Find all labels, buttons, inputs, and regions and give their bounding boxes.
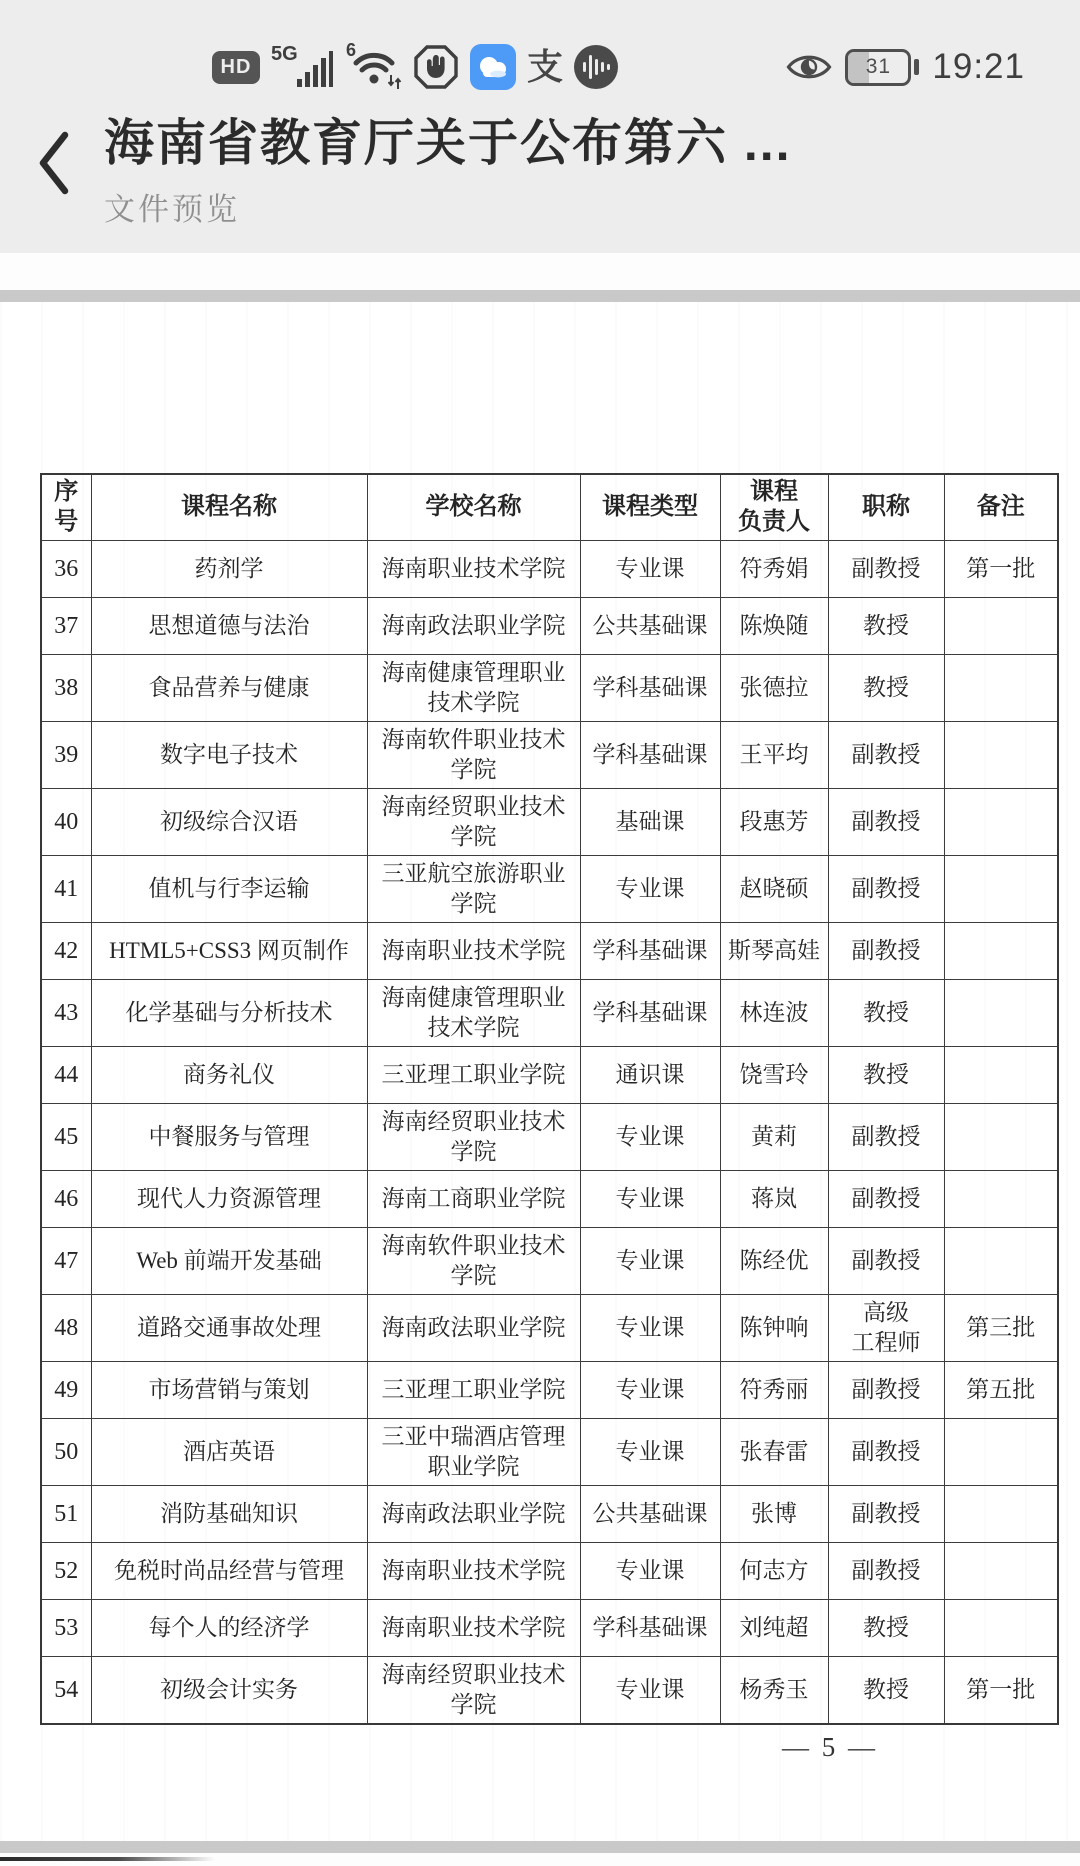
table-row: [41, 1103, 1058, 1170]
cell-course: 道路交通事故处理: [91, 1294, 367, 1361]
clock: 19:21: [932, 47, 1025, 86]
course-table-body: [41, 540, 1058, 1724]
cell-type: 学科基础课: [580, 1599, 720, 1656]
cell-school: 三亚理工职业学院: [367, 1046, 580, 1103]
cell-type: 基础课: [580, 788, 720, 855]
cell-title: 副教授: [828, 1227, 944, 1294]
back-button[interactable]: [32, 127, 76, 199]
cell-course: 值机与行李运输: [91, 855, 367, 922]
cell-school: 海南政法职业学院: [367, 1485, 580, 1542]
cell-course: Web 前端开发基础: [91, 1227, 367, 1294]
cell-leader: 陈钟响: [720, 1294, 828, 1361]
cell-note: [944, 979, 1058, 1046]
cell-no: 53: [41, 1599, 91, 1656]
course-table: [40, 473, 1059, 1725]
table-row: [41, 1656, 1058, 1724]
cell-leader: 王平均: [720, 721, 828, 788]
header-row: [41, 474, 1058, 540]
cell-title: 副教授: [828, 1542, 944, 1599]
cell-school: 海南经贸职业技术 学院: [367, 1656, 580, 1724]
cell-no: 51: [41, 1485, 91, 1542]
cell-title: 副教授: [828, 1170, 944, 1227]
voice-wave-icon: [574, 45, 618, 89]
col-header-school: 学校名称: [367, 474, 580, 540]
cell-school: 海南职业技术学院: [367, 1599, 580, 1656]
cell-course: 初级综合汉语: [91, 788, 367, 855]
wifi-6-icon: 6: [346, 44, 402, 90]
cell-note: [944, 597, 1058, 654]
cell-title: 教授: [828, 597, 944, 654]
cell-no: 42: [41, 922, 91, 979]
cell-leader: 斯琴高娃: [720, 922, 828, 979]
cell-title: 副教授: [828, 788, 944, 855]
table-row: [41, 979, 1058, 1046]
table-row: [41, 922, 1058, 979]
cell-note: [944, 1418, 1058, 1485]
cell-no: 50: [41, 1418, 91, 1485]
battery-icon: [845, 49, 919, 86]
cell-no: 48: [41, 1294, 91, 1361]
table-row: [41, 1418, 1058, 1485]
cell-note: 第五批: [944, 1361, 1058, 1418]
cell-type: 学科基础课: [580, 922, 720, 979]
cell-leader: 蒋岚: [720, 1170, 828, 1227]
cell-school: 三亚航空旅游职业 学院: [367, 855, 580, 922]
cell-course: 商务礼仪: [91, 1046, 367, 1103]
col-header-note: 备注: [944, 474, 1058, 540]
cell-title: 教授: [828, 979, 944, 1046]
cell-leader: 段惠芳: [720, 788, 828, 855]
cell-course: HTML5+CSS3 网页制作: [91, 922, 367, 979]
cell-leader: 刘纯超: [720, 1599, 828, 1656]
cell-no: 52: [41, 1542, 91, 1599]
cell-no: 46: [41, 1170, 91, 1227]
table-row: [41, 1046, 1058, 1103]
cell-note: 第一批: [944, 1656, 1058, 1724]
cell-no: 39: [41, 721, 91, 788]
battery-cap: [914, 59, 919, 75]
table-row: [41, 654, 1058, 721]
cell-type: 公共基础课: [580, 1485, 720, 1542]
cell-leader: 何志方: [720, 1542, 828, 1599]
cell-title: 副教授: [828, 1485, 944, 1542]
cell-school: 海南健康管理职业 技术学院: [367, 979, 580, 1046]
cell-title: 副教授: [828, 540, 944, 597]
cell-title: 副教授: [828, 721, 944, 788]
col-header-no: 序 号: [41, 474, 91, 540]
cell-course: 免税时尚品经营与管理: [91, 1542, 367, 1599]
cell-no: 41: [41, 855, 91, 922]
cell-leader: 陈经优: [720, 1227, 828, 1294]
cell-course: 消防基础知识: [91, 1485, 367, 1542]
cloud-app-icon: [470, 44, 516, 90]
cell-course: 化学基础与分析技术: [91, 979, 367, 1046]
col-header-type: 课程类型: [580, 474, 720, 540]
cell-title: 副教授: [828, 855, 944, 922]
cell-no: 38: [41, 654, 91, 721]
cell-type: 公共基础课: [580, 597, 720, 654]
cell-title: 教授: [828, 654, 944, 721]
title-block: [104, 103, 954, 229]
cell-title: 副教授: [828, 1361, 944, 1418]
table-row: [41, 855, 1058, 922]
cell-type: 通识课: [580, 1046, 720, 1103]
cell-note: [944, 1542, 1058, 1599]
cell-title: 副教授: [828, 922, 944, 979]
cell-note: 第一批: [944, 540, 1058, 597]
cell-no: 54: [41, 1656, 91, 1724]
table-row: [41, 1227, 1058, 1294]
cell-course: 药剂学: [91, 540, 367, 597]
cell-type: 专业课: [580, 1227, 720, 1294]
cell-school: 海南政法职业学院: [367, 1294, 580, 1361]
cell-no: 40: [41, 788, 91, 855]
cell-type: 专业课: [580, 1656, 720, 1724]
chevron-left-icon: [35, 130, 73, 196]
page-number: — 5 —: [782, 1732, 878, 1762]
cell-leader: 张德拉: [720, 654, 828, 721]
cell-leader: 张春雷: [720, 1418, 828, 1485]
next-page-table-line: [0, 1857, 215, 1861]
table-row: [41, 1361, 1058, 1418]
cell-type: 专业课: [580, 1542, 720, 1599]
cell-school: 海南职业技术学院: [367, 1542, 580, 1599]
cell-note: 第三批: [944, 1294, 1058, 1361]
table-row: [41, 721, 1058, 788]
file-preview-header: [0, 95, 1080, 253]
table-row: [41, 1294, 1058, 1361]
cell-no: 43: [41, 979, 91, 1046]
table-row: [41, 1599, 1058, 1656]
page-title: 海南省教育厅关于公布第六 ...: [104, 115, 792, 171]
cell-note: [944, 1046, 1058, 1103]
cell-school: 三亚理工职业学院: [367, 1361, 580, 1418]
status-icons-left: [212, 40, 618, 90]
eye-comfort-icon: [786, 51, 832, 83]
cell-note: [944, 1485, 1058, 1542]
cell-note: [944, 1227, 1058, 1294]
cell-type: 专业课: [580, 540, 720, 597]
hand-block-icon: [413, 44, 459, 90]
course-table-head: [41, 474, 1058, 540]
cell-school: 海南政法职业学院: [367, 597, 580, 654]
signal-5g-icon: 5G: [271, 45, 335, 89]
battery-percent: 31: [865, 55, 892, 78]
col-header-course: 课程名称: [91, 474, 367, 540]
status-icons-right: [786, 44, 1025, 90]
cell-course: 每个人的经济学: [91, 1599, 367, 1656]
table-row: [41, 1170, 1058, 1227]
cell-leader: 张博: [720, 1485, 828, 1542]
cell-title: 教授: [828, 1046, 944, 1103]
col-header-title: 职称: [828, 474, 944, 540]
cell-course: 市场营销与策划: [91, 1361, 367, 1418]
cell-no: 49: [41, 1361, 91, 1418]
cell-no: 36: [41, 540, 91, 597]
table-row: [41, 1542, 1058, 1599]
cell-note: [944, 1103, 1058, 1170]
next-page-edge: [0, 1853, 1080, 1866]
document-page[interactable]: [0, 302, 1080, 1841]
table-row: [41, 540, 1058, 597]
cell-school: 海南职业技术学院: [367, 540, 580, 597]
cell-school: 三亚中瑞酒店管理 职业学院: [367, 1418, 580, 1485]
cell-type: 专业课: [580, 1103, 720, 1170]
page-subtitle: 文件预览: [104, 192, 240, 227]
cell-type: 专业课: [580, 1170, 720, 1227]
cell-school: 海南职业技术学院: [367, 922, 580, 979]
cell-leader: 符秀娟: [720, 540, 828, 597]
cell-no: 47: [41, 1227, 91, 1294]
cell-school: 海南经贸职业技术 学院: [367, 1103, 580, 1170]
cell-leader: 杨秀玉: [720, 1656, 828, 1724]
page-separator-top: [0, 290, 1080, 302]
table-row: [41, 788, 1058, 855]
cell-type: 专业课: [580, 855, 720, 922]
page-separator-bottom: [0, 1841, 1080, 1853]
cell-note: [944, 1170, 1058, 1227]
cell-leader: 黄莉: [720, 1103, 828, 1170]
cell-type: 专业课: [580, 1418, 720, 1485]
cell-course: 现代人力资源管理: [91, 1170, 367, 1227]
cell-school: 海南软件职业技术 学院: [367, 721, 580, 788]
cell-note: [944, 855, 1058, 922]
cell-course: 思想道德与法治: [91, 597, 367, 654]
cell-title: 教授: [828, 1599, 944, 1656]
page-gap-top: [0, 253, 1080, 290]
cell-title: 教授: [828, 1656, 944, 1724]
cell-type: 学科基础课: [580, 654, 720, 721]
cell-type: 专业课: [580, 1361, 720, 1418]
table-row: [41, 1485, 1058, 1542]
cell-no: 37: [41, 597, 91, 654]
cell-leader: 林连波: [720, 979, 828, 1046]
cell-no: 44: [41, 1046, 91, 1103]
alipay-icon: 支: [527, 47, 564, 87]
cell-type: 学科基础课: [580, 721, 720, 788]
cell-leader: 陈焕随: [720, 597, 828, 654]
cell-no: 45: [41, 1103, 91, 1170]
cell-course: 食品营养与健康: [91, 654, 367, 721]
cell-leader: 饶雪玲: [720, 1046, 828, 1103]
cell-school: 海南健康管理职业 技术学院: [367, 654, 580, 721]
signal-bars-icon: [297, 51, 333, 87]
cell-note: [944, 721, 1058, 788]
cell-leader: 符秀丽: [720, 1361, 828, 1418]
cell-school: 海南经贸职业技术 学院: [367, 788, 580, 855]
cell-school: 海南软件职业技术 学院: [367, 1227, 580, 1294]
cell-title: 副教授: [828, 1103, 944, 1170]
cell-note: [944, 1599, 1058, 1656]
table-row: [41, 597, 1058, 654]
cell-course: 中餐服务与管理: [91, 1103, 367, 1170]
cell-title: 高级 工程师: [828, 1294, 944, 1361]
cell-note: [944, 654, 1058, 721]
status-bar: [0, 0, 1080, 95]
cell-school: 海南工商职业学院: [367, 1170, 580, 1227]
cell-course: 酒店英语: [91, 1418, 367, 1485]
cell-leader: 赵晓硕: [720, 855, 828, 922]
cell-course: 初级会计实务: [91, 1656, 367, 1724]
cell-type: 专业课: [580, 1294, 720, 1361]
cell-title: 副教授: [828, 1418, 944, 1485]
cell-note: [944, 922, 1058, 979]
col-header-leader: 课程 负责人: [720, 474, 828, 540]
hd-badge: HD: [212, 51, 260, 84]
cell-course: 数字电子技术: [91, 721, 367, 788]
cell-type: 学科基础课: [580, 979, 720, 1046]
cell-note: [944, 788, 1058, 855]
